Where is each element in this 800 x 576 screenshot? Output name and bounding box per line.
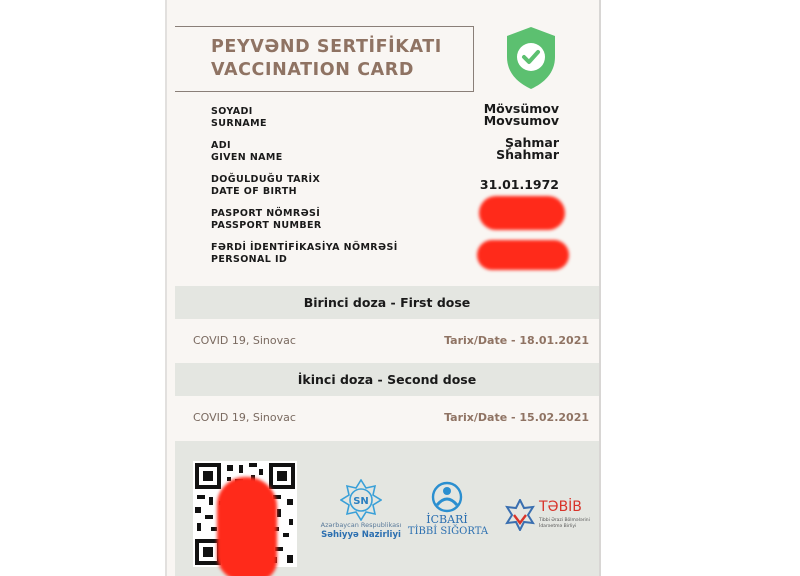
- second-dose-heading: İkinci doza - Second dose: [175, 363, 599, 396]
- tabib-emblem-icon: [505, 499, 535, 531]
- personal-id-redaction: [477, 240, 569, 270]
- first-dose-heading: Birinci doza - First dose: [175, 286, 599, 319]
- surname-value: Mövsümov Movsumov: [483, 101, 559, 128]
- tabib-subtitle-1: Tibbi Ərazi Bölmələrini: [539, 518, 590, 523]
- first-dose-row: [175, 320, 599, 362]
- personal-id-label: FƏRDİ İDENTİFİKASİYA NÖMRƏSİ PERSONAL ID: [211, 242, 398, 265]
- second-dose-vaccine: COVID 19, Sinovac: [193, 411, 296, 424]
- title-az: PEYVƏND SERTİFİKATI: [211, 37, 442, 57]
- ministry-badge-text: SN: [353, 496, 369, 507]
- first-dose-vaccine: COVID 19, Sinovac: [193, 334, 296, 347]
- tabib-name: TƏBİB: [539, 499, 582, 515]
- insurance-name-line2: TİBBİ SIĞORTA: [407, 526, 489, 537]
- qr-redaction: [217, 477, 277, 576]
- dob-value: 31.01.1972: [479, 177, 559, 192]
- insurance-name-line1: İCBARİ: [426, 513, 468, 526]
- first-dose-date: Tarix/Date - 18.01.2021: [444, 334, 589, 347]
- title-box: [175, 26, 474, 92]
- surname-label: SOYADI SURNAME: [211, 106, 267, 129]
- passport-label: PASPORT NÖMRƏSİ PASSPORT NUMBER: [211, 208, 322, 231]
- second-dose-date: Tarix/Date - 15.02.2021: [444, 411, 589, 424]
- ministry-name-line2: Səhiyyə Nazirliyi: [321, 530, 401, 540]
- second-dose-row: [175, 397, 599, 439]
- ministry-emblem-icon: [340, 479, 382, 521]
- dob-label: DOĞULDUĞU TARİX DATE OF BIRTH: [211, 174, 321, 197]
- insurance-emblem-icon: [431, 481, 463, 515]
- given-name-label: ADI GIVEN NAME: [211, 140, 283, 163]
- shield-check-icon: [503, 25, 559, 91]
- ministry-name-line1: Azərbaycan Respublikası: [320, 521, 402, 529]
- vaccination-card: [165, 0, 601, 576]
- footer-logos: [175, 441, 599, 576]
- tabib-subtitle-2: İdarəetmə Birliyi: [539, 524, 577, 529]
- title-en: VACCINATION CARD: [211, 60, 414, 80]
- passport-redaction: [479, 196, 565, 230]
- given-name-value: Şahmar Shahmar: [496, 135, 559, 162]
